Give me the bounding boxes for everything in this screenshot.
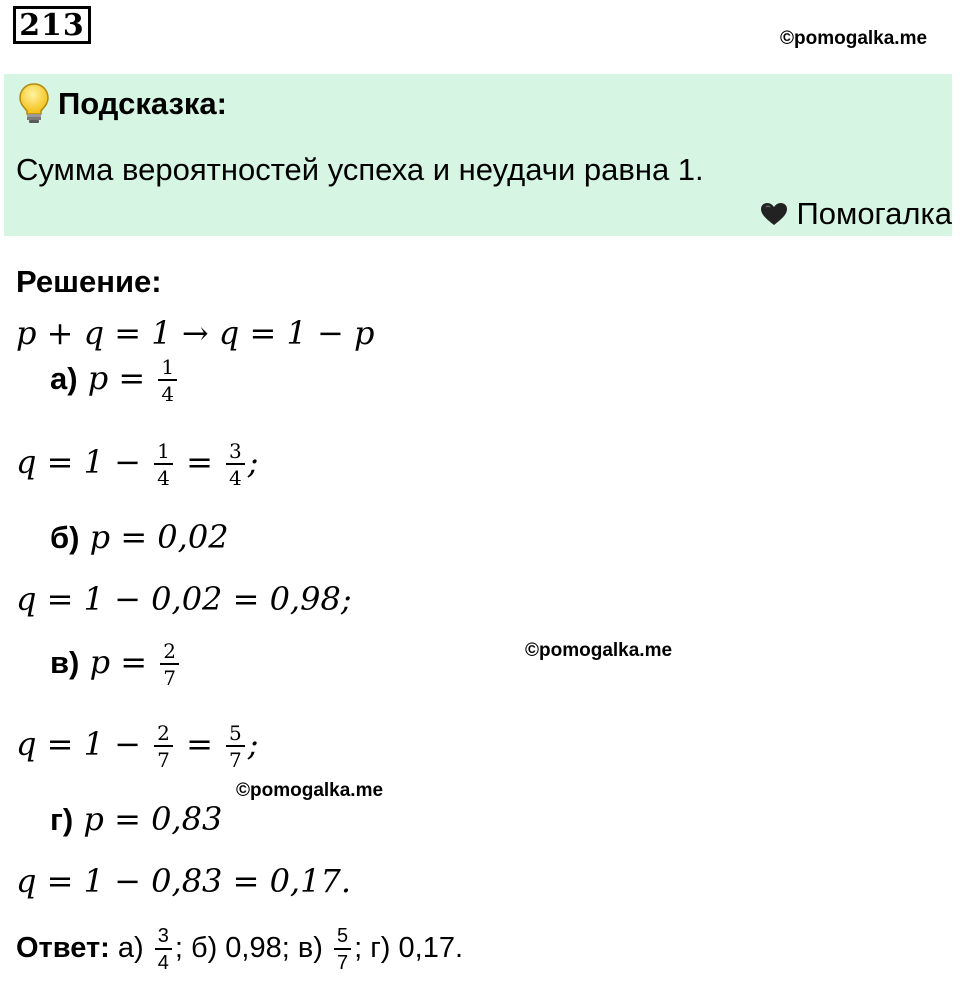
answer-a-num: 3: [155, 925, 172, 950]
part-v-result: q = 1 − $\frac{2}{7}$ = $\frac{5}{7}$ ;: [16, 721, 259, 772]
part-a-res-num: 3: [226, 440, 245, 465]
part-a-res-den: 4: [229, 466, 242, 490]
part-b-q-line: q = 1 − 0,02 = 0,98;: [16, 580, 352, 618]
task-number: 213: [13, 6, 91, 44]
answer-g-text: ; г) 0,17.: [354, 932, 464, 965]
watermark-lower: ©pomogalka.me: [236, 780, 384, 801]
answer-v-den: 7: [336, 952, 349, 974]
lightbulb-icon: [18, 82, 50, 126]
part-a-q-den: 4: [157, 466, 170, 490]
answer-line: [16, 925, 463, 974]
answer-a-den: 4: [157, 952, 169, 974]
part-g-q-line: q = 1 − 0,83 = 0,17.: [16, 862, 351, 900]
hint-text: Сумма вероятностей успеха и неудачи равна 1.: [16, 152, 704, 187]
main-formula-text: p + q = 1 → q = 1 − p: [16, 314, 375, 352]
part-a-q-num: 1: [154, 440, 173, 465]
part-v-q-num: 2: [154, 722, 173, 747]
part-a-res-fraction: [226, 440, 245, 489]
part-v-res-fraction: [226, 722, 245, 771]
part-a-p-num: 1: [158, 356, 177, 381]
answer-v-fraction: [334, 925, 351, 974]
part-g-label: г): [50, 802, 74, 837]
part-v-q-den: 7: [157, 748, 170, 772]
main-formula: [16, 314, 374, 352]
part-b-p-value: 0,02: [157, 518, 229, 556]
answer-a-label: а): [117, 932, 144, 965]
heart-icon: [760, 202, 788, 226]
part-b-label: б): [50, 520, 80, 555]
part-v-p-num: 2: [160, 640, 179, 665]
brand-name: Помогалка: [796, 196, 952, 231]
hint-title: Подсказка:: [58, 86, 227, 121]
part-g-p-value: 0,83: [151, 800, 223, 838]
part-b-given: б) p = 0,02: [50, 518, 229, 556]
part-v-q-prefix: q = 1 −: [16, 725, 141, 763]
part-a-q-prefix: q = 1 −: [16, 443, 141, 481]
part-v-label: в): [50, 645, 80, 680]
part-v-p-fraction: [160, 640, 179, 689]
watermark-top: ©pomogalka.me: [780, 28, 928, 49]
answer-label: Ответ:: [16, 932, 110, 965]
part-a-q-fraction: [154, 440, 173, 489]
part-a-result: q = 1 − $\frac{1}{4}$ = $\frac{3}{4}$ ;: [16, 439, 259, 490]
part-v-given: в) p = $\frac{2}{7}$: [50, 640, 182, 689]
brand-signature: [760, 196, 952, 232]
solution-title: Решение:: [16, 264, 162, 299]
part-v-p-den: 7: [163, 666, 176, 690]
part-a-given: а) p = $\frac{1}{4}$: [50, 356, 180, 405]
answer-b-text: ; б) 0,98; в): [174, 932, 323, 965]
part-g-result: [16, 862, 351, 900]
part-b-result: [16, 580, 352, 618]
part-a-p-fraction: [158, 356, 177, 405]
part-v-res-den: 7: [229, 748, 242, 772]
part-v-res-num: 5: [226, 722, 245, 747]
part-a-label: а): [50, 361, 78, 396]
part-a-p-den: 4: [161, 382, 175, 406]
watermark-middle: ©pomogalka.me: [525, 640, 673, 661]
answer-v-num: 5: [334, 925, 351, 950]
answer-a-fraction: [155, 925, 172, 974]
part-g-given: г) p = 0,83: [50, 800, 223, 838]
part-v-q-fraction: [154, 722, 173, 771]
